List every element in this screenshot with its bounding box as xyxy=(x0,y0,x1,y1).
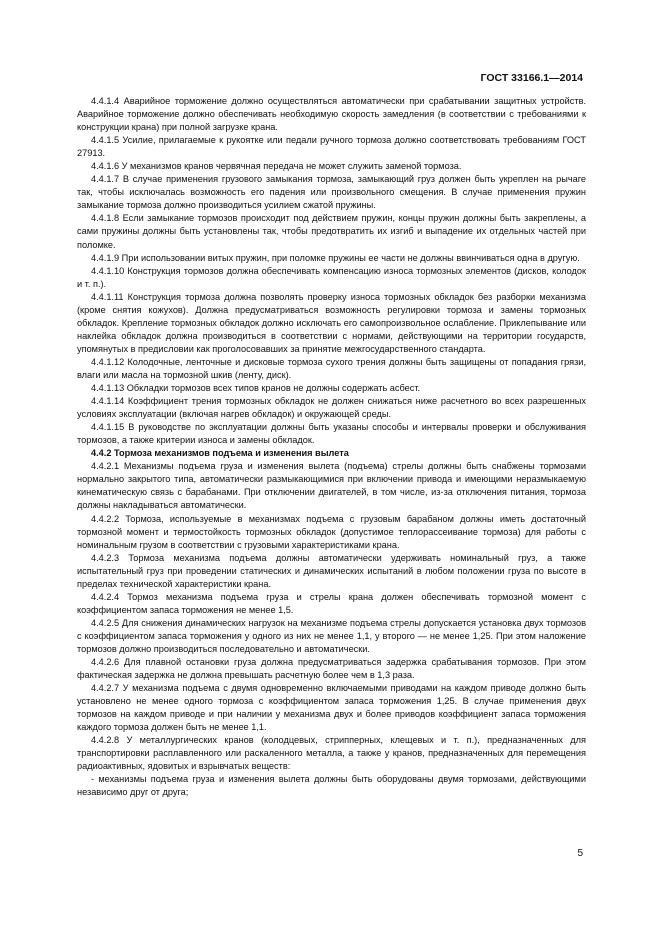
paragraph-4-4-1-4: 4.4.1.4 Аварийное торможение должно осуществляться автоматически при срабатывании защитных устройств. Аварийное торможение должно обеспечивать необходимую скорость замедления (в соответствии с требованиями к конструкции крана) при полной загрузке крана. xyxy=(77,96,586,133)
paragraph-4-4-2-3: 4.4.2.3 Тормоза механизма подъема должны автоматически удерживать номинальный груз, а также испытательный груз при проведении статических и динамических испытаний в любом положении груза по высоте в пределах технической характеристики крана. xyxy=(77,552,586,589)
paragraph-4-4-2-5: 4.4.2.5 Для снижения динамических нагрузок на механизме подъема стрелы допускается установка двух тормозов с коэффициентом запаса торможения у одного из них не менее 1,1, у второго — не менее 1,25. При этом наложение тормозов должно производиться последовательно и автоматически. xyxy=(77,617,586,654)
paragraph-4-4-2-4: 4.4.2.4 Тормоз механизма подъема груза и стрелы крана должен обеспечивать тормозной момент с коэффициентом запаса торможения не менее 1,5. xyxy=(77,591,586,615)
section-heading-4-4-2: 4.4.2 Тормоза механизмов подъема и изменения вылета xyxy=(91,448,349,459)
document-id: ГОСТ 33166.1—2014 xyxy=(480,72,583,84)
paragraph-4-4-1-14: 4.4.1.14 Коэффициент трения тормозных обкладок не должен снижаться ниже расчетного во всех разрешенных условиях эксплуатации (включая нагрев обкладок) и окружающей среды. xyxy=(77,396,586,420)
paragraph-4-4-1-8: 4.4.1.8 Если замыкание тормозов происходит под действием пружин, концы пружин должны быть закреплены, а сами пружины должны быть установлены так, чтобы предотвратить их изгиб и выпадение их отдельных частей при поломке. xyxy=(77,213,586,250)
paragraph-4-4-2-2: 4.4.2.2 Тормоза, используемые в механизмах подъема с грузовым барабаном должны иметь достаточный тормозной момент и термостойкость тормозных обкладок (допустимое теплорассеивание тормоза) для работы с номинальным грузом в соответствии с грузовыми характеристиками крана. xyxy=(77,513,586,550)
paragraph-4-4-1-5: 4.4.1.5 Усилие, прилагаемые к рукоятке или педали ручного тормоза должно соответствовать требованиям ГОСТ 27913. xyxy=(77,135,586,159)
paragraph-4-4-1-9: 4.4.1.9 При использовании витых пружин, при поломке пружины ее части не должны ввинчиваться одна в другую. xyxy=(91,252,580,263)
paragraph-4-4-2-8: 4.4.2.8 У металлургических кранов (колодцевых, стрипперных, клещевых и т. п.), предназначенных для транспортировки расплавленного или раскаленного металла, а также у кранов, предназначенных для перемещения радиоактивных, ядовитых и взрывчатых веществ: xyxy=(77,735,586,772)
paragraph-4-4-1-15: 4.4.1.15 В руководстве по эксплуатации должны быть указаны способы и интервалы проверки и обслуживания тормозов, а также критерии износа и замены обкладок. xyxy=(77,422,586,446)
paragraph-4-4-1-12: 4.4.1.12 Колодочные, ленточные и дисковые тормоза сухого трения должны быть защищены от попадания грязи, влаги или масла на тормозной шкив (ленту, диск). xyxy=(77,356,586,380)
page-number: 5 xyxy=(577,848,583,859)
paragraph-4-4-1-11: 4.4.1.11 Конструкция тормоза должна позволять проверку износа тормозных обкладок без разборки механизма (кроме снятия кожухов). Должна предусматриваться возможность регулировки тормоза и замены тормозных обкладок. Крепление тормозных обкладок должно исключать его самопроизвольное ослабление. Приклепывание или наклейка обкладок должна производиться в соответствии с нормами, действующими на территории государств, упомянутых в предисловии как проголосовавших за принятие межгосударственного стандарта. xyxy=(77,291,586,354)
paragraph-4-4-1-13: 4.4.1.13 Обкладки тормозов всех типов кранов не должны содержать асбест. xyxy=(91,383,421,394)
paragraph-4-4-1-10: 4.4.1.10 Конструкция тормозов должна обеспечивать компенсацию износа тормозных элементов (дисков, колодок и т. п.). xyxy=(77,265,586,289)
paragraph-4-4-2-7: 4.4.2.7 У механизма подъема с двумя одновременно включаемыми приводами на каждом приводе должно быть установлено не менее одного тормоза с коэффициентом запаса торможения 1,25. В случае применения двух тормозов на каждом приводе и при наличии у механизма двух и более приводов коэффициент запаса торможения каждого тормоза должен быть не менее 1,1. xyxy=(77,683,586,733)
list-item-brakes: - механизмы подъема груза и изменения вылета должны быть оборудованы двумя тормозами, действующими независимо друг от друга; xyxy=(77,774,586,798)
paragraph-4-4-2-1: 4.4.2.1 Механизмы подъема груза и изменения вылета (подъема) стрелы должны быть снабжены тормозами нормально закрытого типа, автоматически размыкающимися при включении привода и имеющими неразмыкаемую кинематическую связь с барабанами. При отключении двигателей, в том числе, из-за отключения питания, тормоза должны накладываться автоматически. xyxy=(77,461,586,511)
paragraph-4-4-1-7: 4.4.1.7 В случае применения грузового замыкания тормоза, замыкающий груз должен быть укреплен на рычаге так, чтобы исключалась возможность его падения или произвольного смещения. В случае применения пружин замыкание тормоза должно производиться усилием сжатой пружины. xyxy=(77,174,586,211)
paragraph-4-4-2-6: 4.4.2.6 Для плавной остановки груза должна предусматриваться задержка срабатывания тормозов. При этом фактическая задержка не должна превышать расчетную более чем в 1,3 раза. xyxy=(77,657,586,681)
document-body xyxy=(77,95,586,800)
paragraph-4-4-1-6: 4.4.1.6 У механизмов кранов червячная передача не может служить заменой тормоза. xyxy=(91,161,462,172)
